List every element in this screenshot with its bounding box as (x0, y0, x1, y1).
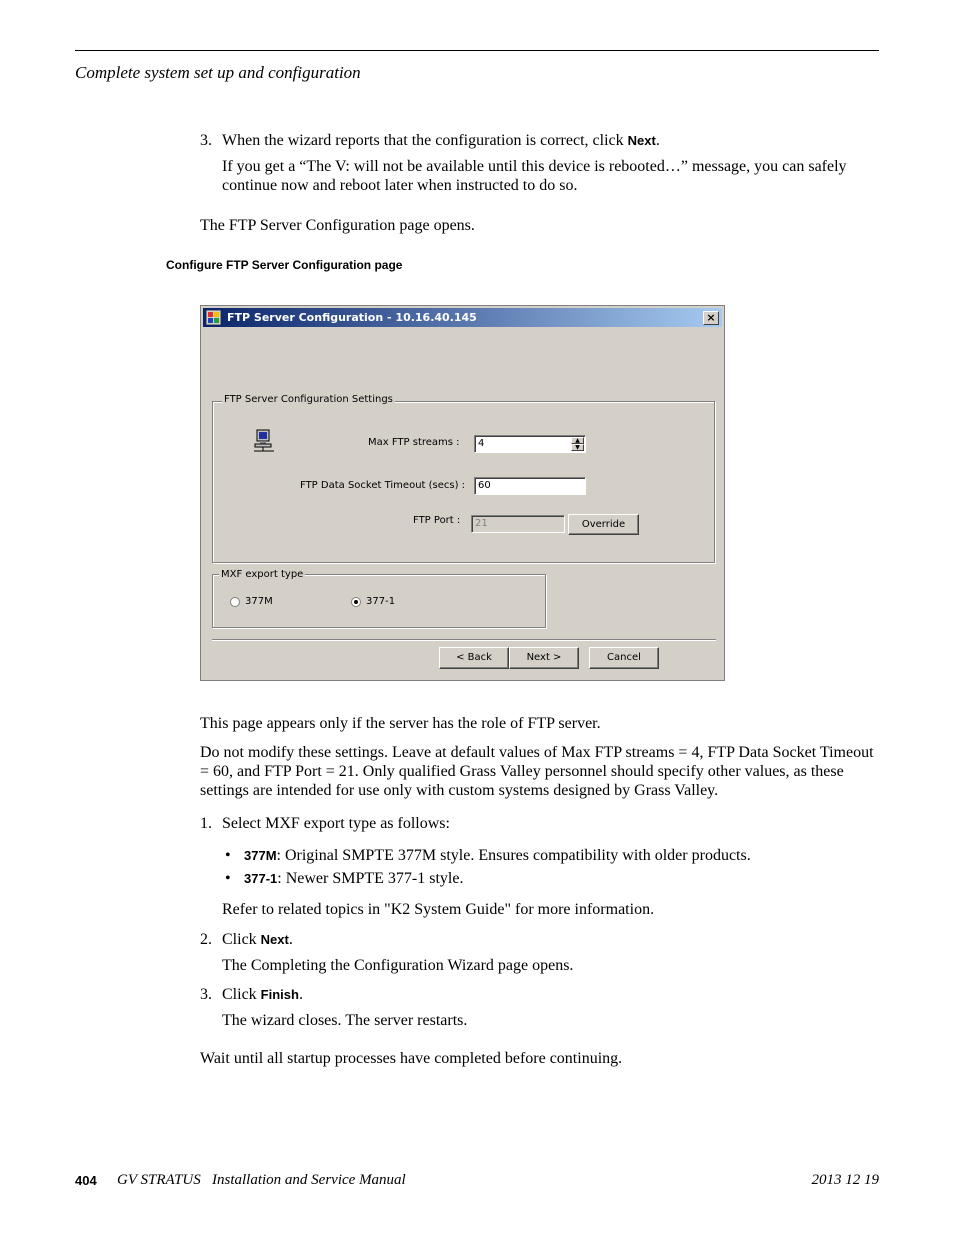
figure-caption: Configure FTP Server Configuration page (166, 258, 403, 272)
step-2-note: The Completing the Configuration Wizard page opens. (222, 957, 574, 974)
section-title: Complete system set up and configuration (75, 63, 361, 82)
ftp-config-dialog (200, 305, 725, 681)
footer-date: 2013 12 19 (811, 1172, 879, 1188)
refer-text: Refer to related topics in "K2 System Guide" for more information. (222, 901, 655, 918)
cancel-button[interactable]: Cancel (589, 647, 659, 669)
step-3b-note: The wizard closes. The server restarts. (222, 1012, 468, 1029)
radio-377m-label: 377M (245, 596, 273, 607)
default-paragraph: Do not modify these settings. Leave at default values of Max FTP streams = 4, FTP Data Socket Timeout = 60, and FTP Port = 21. Only qualified Grass Valley personnel should specify other values, as these settings are intended for use only with custom systems designed by Grass Valley. (200, 744, 874, 799)
spin-up-button[interactable]: ▲ (571, 437, 584, 444)
app-icon (206, 310, 221, 325)
step-3b-number: 3. (200, 986, 212, 1003)
term-377-1: 377-1 (244, 871, 278, 886)
radio-377m[interactable] (230, 597, 240, 607)
role-paragraph: This page appears only if the server has the role of FTP server. (200, 715, 601, 732)
server-computer-icon (253, 429, 275, 455)
next-button[interactable]: Next > (509, 647, 579, 669)
step-3-number: 3. (200, 132, 212, 149)
button-separator (212, 639, 716, 641)
step-3-text: When the wizard reports that the configuration is correct, click Next. (222, 132, 660, 149)
timeout-label: FTP Data Socket Timeout (secs) : (300, 480, 466, 491)
ftp-opens-text: The FTP Server Configuration page opens. (200, 217, 475, 234)
next-term: Next (260, 932, 289, 947)
radio-377-1[interactable] (351, 597, 361, 607)
dialog-title: FTP Server Configuration - 10.16.40.145 (227, 311, 477, 324)
timeout-input[interactable]: 60 (474, 477, 586, 495)
next-term: Next (627, 133, 656, 148)
close-button[interactable] (703, 311, 719, 325)
port-label: FTP Port : (413, 515, 461, 526)
bullet: • (225, 847, 231, 864)
bullet: • (225, 870, 231, 887)
step-1-text: Select MXF export type as follows: (222, 815, 450, 832)
dialog-titlebar (203, 308, 722, 327)
step-2-text: Click Next. (222, 931, 293, 948)
wait-paragraph: Wait until all startup processes have completed before continuing. (200, 1050, 623, 1067)
step-3b-text: Click Finish. (222, 986, 303, 1003)
bullet-377m: 377M: Original SMPTE 377M style. Ensures compatibility with older products. (244, 847, 751, 864)
manual-title: GV STRATUS Installation and Service Manual (117, 1172, 406, 1188)
override-button[interactable]: Override (568, 514, 639, 535)
port-input: 21 (471, 515, 565, 533)
max-streams-stepper[interactable] (474, 435, 586, 453)
spin-down-button[interactable]: ▼ (571, 444, 584, 451)
mxf-group-label: MXF export type (221, 569, 304, 580)
bullet-377-1: 377-1: Newer SMPTE 377-1 style. (244, 870, 464, 887)
max-streams-value: 4 (478, 438, 485, 449)
page-number: 404 (75, 1173, 97, 1188)
settings-group-label: FTP Server Configuration Settings (224, 394, 393, 405)
step-2-number: 2. (200, 931, 212, 948)
radio-377-1-label: 377-1 (366, 596, 396, 607)
step-3-note: If you get a “The V: will not be available until this device is rebooted…” message, you can safely continue now and reboot later when instructed to do so. (222, 158, 847, 194)
step-1-number: 1. (200, 815, 212, 832)
header-rule (75, 50, 879, 51)
back-button[interactable]: < Back (439, 647, 509, 669)
max-streams-label: Max FTP streams : (368, 437, 460, 448)
close-icon: × (706, 311, 716, 324)
term-377m: 377M (244, 848, 277, 863)
finish-term: Finish (260, 987, 299, 1002)
